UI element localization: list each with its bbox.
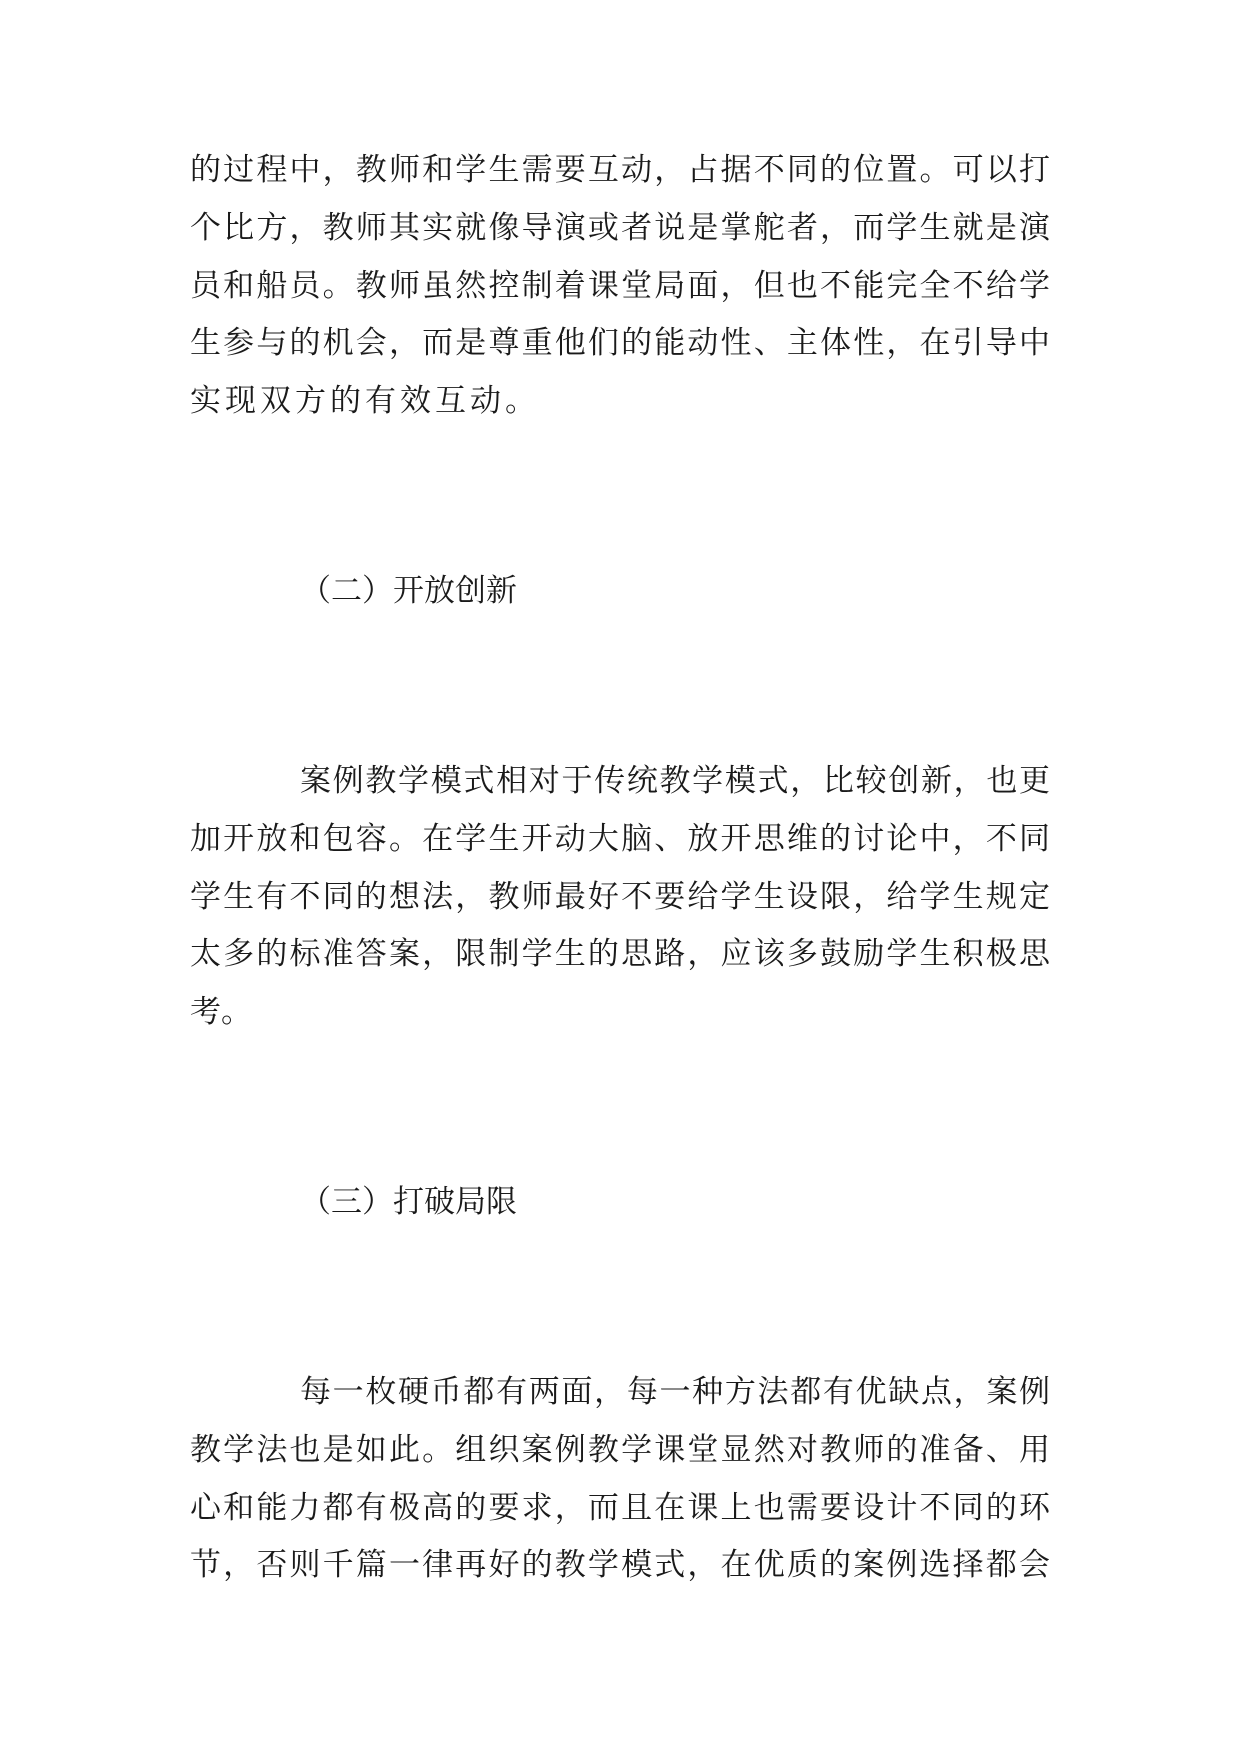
- paragraph-line: 员和船员。教师虽然控制着课堂局面，但也不能完全不给学: [190, 268, 1050, 304]
- paragraph-line: 学生有不同的想法，教师最好不要给学生设限，给学生规定: [190, 879, 1050, 915]
- paragraph-line: 的过程中，教师和学生需要互动，占据不同的位置。可以打: [190, 152, 1050, 188]
- section-heading-3: （三）打破局限: [300, 1184, 517, 1220]
- section-heading-2: （二）开放创新: [300, 573, 517, 609]
- paragraph-line: 案例教学模式相对于传统教学模式，比较创新，也更: [300, 763, 1050, 799]
- paragraph-line: 加开放和包容。在学生开动大脑、放开思维的讨论中，不同: [190, 821, 1050, 857]
- paragraph-line: 生参与的机会，而是尊重他们的能动性、主体性，在引导中: [190, 325, 1050, 361]
- paragraph-line: 心和能力都有极高的要求，而且在课上也需要设计不同的环: [190, 1490, 1050, 1526]
- paragraph-line: 节，否则千篇一律再好的教学模式，在优质的案例选择都会: [190, 1547, 1050, 1583]
- paragraph-line: 每一枚硬币都有两面，每一种方法都有优缺点，案例: [300, 1374, 1050, 1410]
- paragraph-line: 考。: [190, 994, 252, 1030]
- paragraph-line: 个比方，教师其实就像导演或者说是掌舵者，而学生就是演: [190, 210, 1050, 246]
- paragraph-line: 教学法也是如此。组织案例教学课堂显然对教师的准备、用: [190, 1432, 1050, 1468]
- paragraph-line: 实现双方的有效互动。: [190, 383, 540, 419]
- paragraph-line: 太多的标准答案，限制学生的思路，应该多鼓励学生积极思: [190, 936, 1050, 972]
